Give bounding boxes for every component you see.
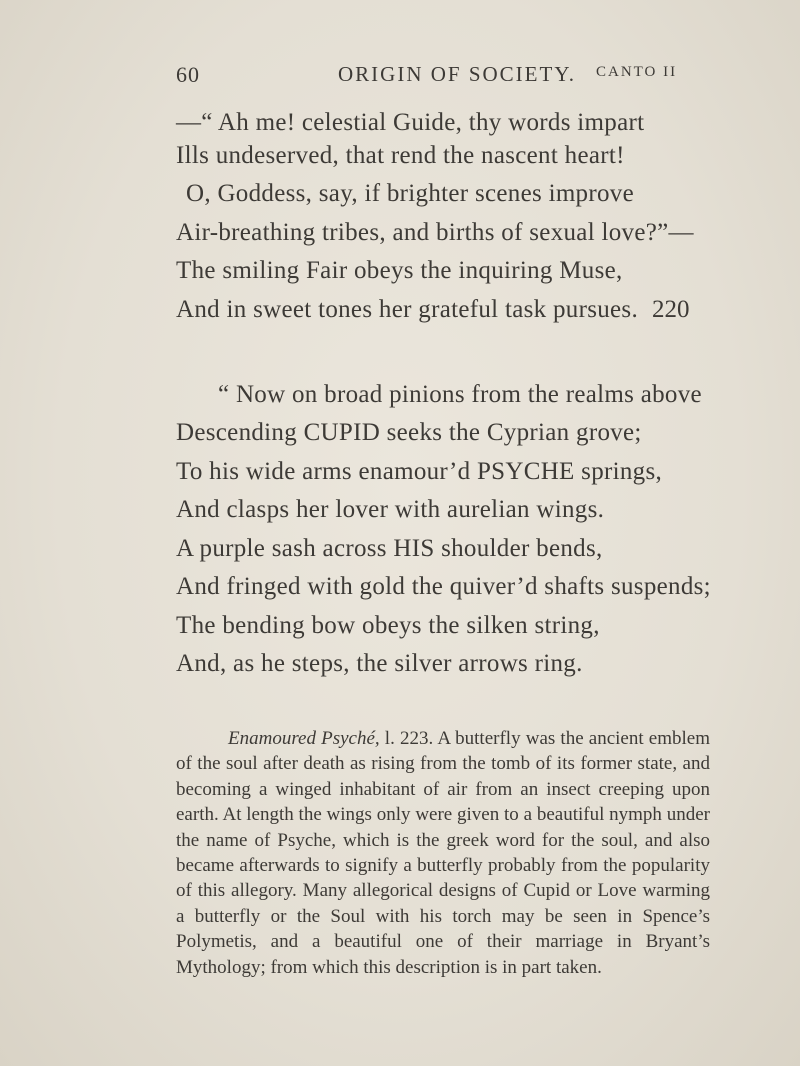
verse-line: The bending bow obeys the silken string, <box>176 612 600 639</box>
canto-label: CANTO II <box>596 64 678 80</box>
verse-line: And fringed with gold the quiver’d shafts suspends; <box>176 573 711 600</box>
verse-line: To his wide arms enamour’d PSYCHE springs, <box>176 458 663 485</box>
verse-line: Air-breathing tribes, and births of sexual love?”— <box>176 219 694 246</box>
verse-line: And clasps her lover with aurelian wings. <box>176 496 605 523</box>
page-number: 60 <box>176 62 200 87</box>
footnote-title: Enamoured Psyché, <box>228 728 380 749</box>
verse-line: And, as he steps, the silver arrows ring. <box>176 650 583 677</box>
verse-line: Descending CUPID seeks the Cyprian grove; <box>176 419 642 446</box>
verse-line: The smiling Fair obeys the inquiring Muse, <box>176 257 623 284</box>
verse-line: —“ Ah me! celestial Guide, thy words impart <box>176 109 645 136</box>
line-number: 220 <box>652 296 690 323</box>
verse-line: And in sweet tones her grateful task pursues. <box>176 296 638 323</box>
verse-line: A purple sash across HIS shoulder bends, <box>176 535 603 562</box>
running-title: ORIGIN OF SOCIETY. <box>338 62 577 86</box>
verse-line: O, Goddess, say, if brighter scenes improve <box>186 180 634 207</box>
verse-line: Ills undeserved, that rend the nascent heart! <box>176 142 625 169</box>
running-header <box>0 62 800 92</box>
footnote <box>176 726 710 980</box>
footnote-text: l. 223. A butterfly was the ancient emblem of the soul after death as rising from the tomb of its former state, and becoming a winged inhabitant of air from an insect creeping upon earth. At length the wings only were given to a beautiful nymph under the name of Psyche, which is the greek word for the soul, and also became afterwards to signify a butterfly probably from the popularity of this allegory. Many allegorical designs of Cupid or Love warming a butterfly or the Soul with his torch may be seen in Spence’s Polymetis, and a beautiful one of their marriage in Bryant’s Mythology; from which this description is in part taken. <box>176 728 710 978</box>
verse-line: “ Now on broad pinions from the realms above <box>218 381 702 408</box>
